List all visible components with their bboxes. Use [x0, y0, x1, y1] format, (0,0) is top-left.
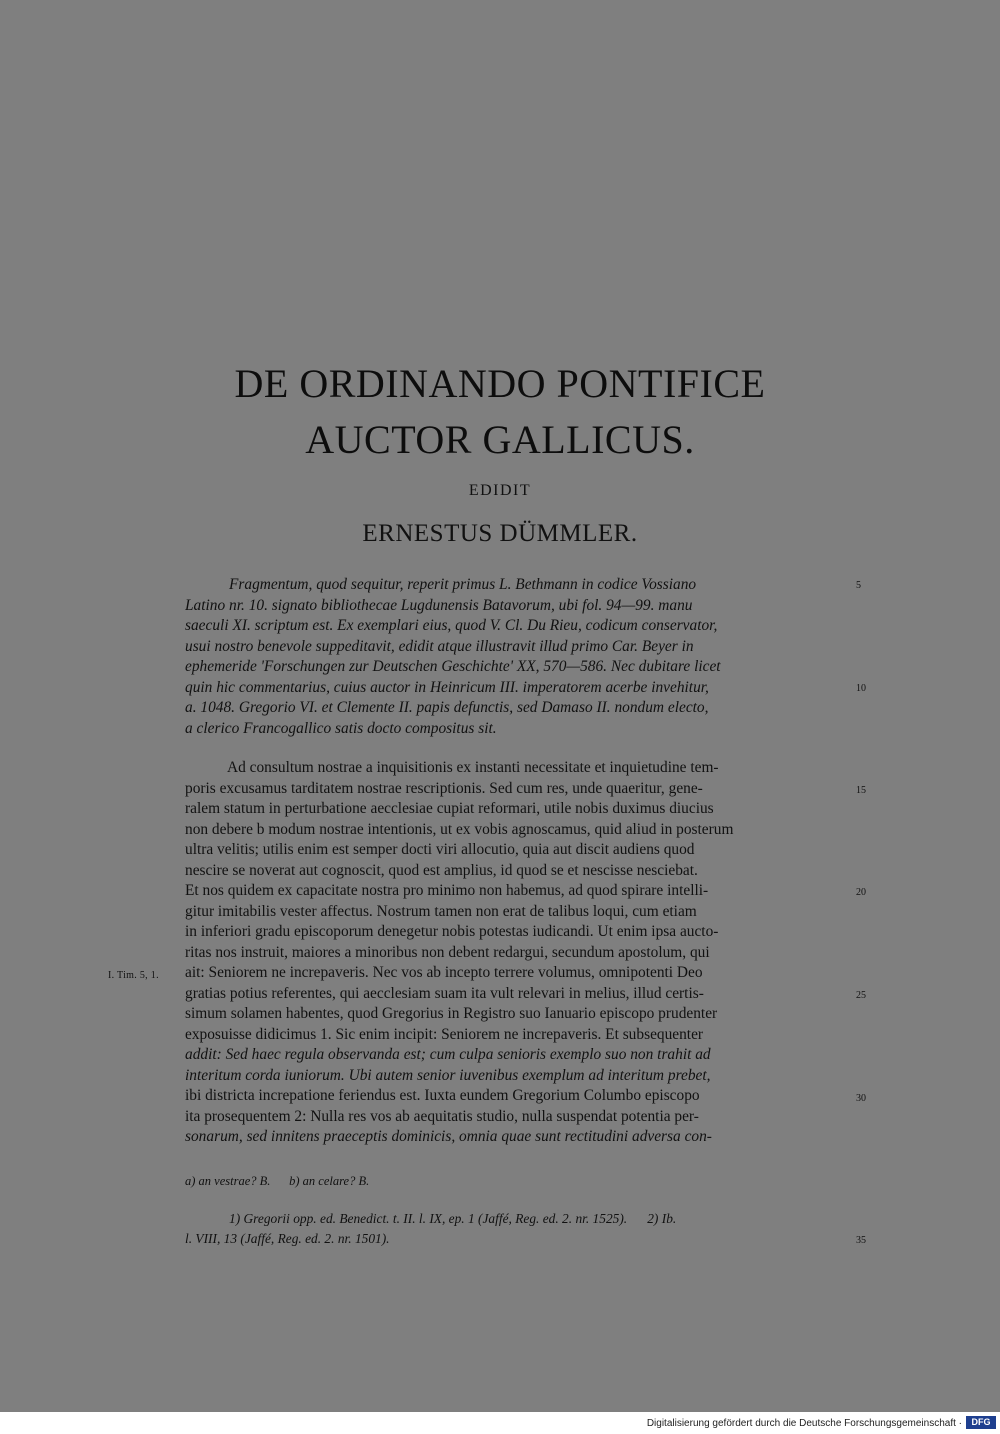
text-line: addit: Sed haec regula observanda est; cum culpa senioris exemplo suo non trahit ad: [185, 1046, 711, 1063]
line-number: 20: [856, 887, 866, 898]
footnote-line: 1) Gregorii opp. ed. Benedict. t. II. l. IX, ep. 1 (Jaffé, Reg. ed. 2. nr. 1525). 2) Ib.: [229, 1211, 677, 1226]
margin-reference: I. Tim. 5, 1.: [108, 970, 159, 981]
title-line-2: AUCTOR GALLICUS.: [305, 417, 695, 462]
text-line: ita prosequentem 2: Nulla res vos ab aequitatis studio, nulla suspendat potentia per-: [185, 1107, 699, 1125]
text-line: gratias potius referentes, qui aecclesiam suam ita vult relevari in melius, illud certis-: [185, 984, 704, 1002]
line-number: 25: [856, 990, 866, 1001]
intro-line: Fragmentum, quod sequitur, reperit primus L. Bethmann in codice Vossiano: [229, 576, 697, 593]
footer-bar: [0, 1412, 1000, 1434]
text-line: Et nos quidem ex capacitate nostra pro minimo non habemus, ad quod spirare intelli-: [185, 882, 709, 899]
text-line: ibi districta increpatione feriendus est. Iuxta eundem Gregorium Columbo episcopo: [185, 1087, 700, 1104]
text-line: nescire se noverat aut cognoscit, quod est amplius, id quod se et nescisse nesciebat.: [185, 861, 698, 879]
text-line: interitum corda iuniorum. Ubi autem senior iuvenibus exemplum ad interitum prebet,: [185, 1066, 711, 1084]
text-line: poris excusamus tarditatem nostrae rescriptionis. Sed cum res, unde quaeritur, gene-: [185, 779, 703, 797]
intro-line: quin hic commentarius, cuius auctor in Heinricum III. imperatorem acerbe invehitur,: [185, 678, 709, 696]
textual-notes: a) an vestrae? B. b) an celare? B.: [185, 1174, 370, 1188]
intro-line: Latino nr. 10. signato bibliothecae Lugdunensis Batavorum, ubi fol. 94—99. manu: [185, 596, 693, 614]
line-number: 30: [856, 1093, 866, 1104]
text-line: ultra velitis; utilis enim est semper docti viri allocutio, quia aut discit audiens quod: [185, 841, 695, 858]
footer-credit: Digitalisierung gefördert durch die Deutsche Forschungsgemeinschaft ·: [646, 1418, 962, 1429]
dfg-logo: DFG: [966, 1416, 996, 1429]
line-number: 15: [856, 785, 866, 796]
text-line: non debere b modum nostrae intentionis, ut ex vobis agnoscamus, quid aliud in posterum: [185, 820, 734, 838]
text-line: ralem statum in perturbatione aecclesiae cupiat reformari, utile nobis duximus diucius: [185, 800, 714, 817]
title-line-1: DE ORDINANDO PONTIFICE: [234, 361, 766, 406]
text-line: in inferiori gradu episcoporum denegetur nobis potestas iudicandi. Ut enim ipsa aucto-: [185, 923, 719, 940]
line-number: 35: [856, 1235, 866, 1246]
intro-line: a. 1048. Gregorio VI. et Clemente II. papis defunctis, sed Damaso II. nondum electo,: [185, 699, 709, 716]
line-number: 10: [856, 683, 866, 694]
editor-name: ERNESTUS DÜMMLER.: [362, 520, 638, 547]
edidit-label: EDIDIT: [468, 482, 532, 499]
footnote-line: l. VIII, 13 (Jaffé, Reg. ed. 2. nr. 1501).: [185, 1230, 390, 1246]
intro-paragraph: [185, 575, 849, 739]
footnotes: [185, 1209, 849, 1248]
text-line: Ad consultum nostrae a inquisitionis ex instanti necessitate et inquietudine tem-: [227, 759, 719, 776]
main-text: [185, 758, 849, 1148]
text-line: sonarum, sed innitens praeceptis dominicis, omnia quae sunt rectitudini adversa con-: [185, 1128, 712, 1145]
intro-line: a clerico Francogallico satis docto compositus sit.: [185, 719, 497, 737]
text-line: gitur imitabilis vester affectus. Nostrum tamen non erat de talibus loqui, cum etiam: [185, 902, 697, 920]
intro-line: ephemeride 'Forschungen zur Deutschen Geschichte' XX, 570—586. Nec dubitare licet: [185, 658, 721, 675]
text-line: ait: Seniorem ne increpaveris. Nec vos ab incepto terrere volumus, omnipotenti Deo: [185, 964, 703, 981]
text-line: exposuisse didicimus 1. Sic enim incipit: Seniorem ne increpaveris. Et subsequenter: [185, 1025, 704, 1043]
text-line: ritas nos instruit, maiores a minoribus non debent redargui, secundum apostolum, qui: [185, 943, 710, 961]
intro-line: usui nostro benevole suppeditavit, edidit atque illustravit illud primo Car. Beyer in: [185, 637, 694, 655]
text-line: simum solamen habentes, quod Gregorius in Registro suo Ianuario episcopo prudenter: [185, 1005, 718, 1022]
intro-line: saeculi XI. scriptum est. Ex exemplari eius, quod V. Cl. Du Rieu, codicum conservator,: [185, 617, 718, 634]
line-number: 5: [856, 580, 861, 591]
